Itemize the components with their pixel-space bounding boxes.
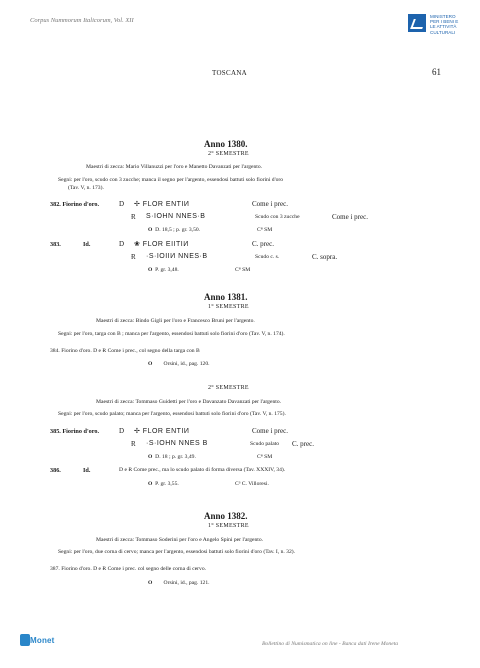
collection-mark: C⁸ SM bbox=[257, 227, 273, 233]
reverse-note: Scudo palato bbox=[250, 441, 280, 447]
coin-weight: O D. 18,5 ; p. gr. 3,50. bbox=[148, 227, 201, 233]
signs-text: Segni: per l'oro, scudo con 3 zucche; manca il segno per l'argento, essendosi battuti solo fiorini d'oro bbox=[58, 177, 284, 183]
collection-mark: C⁸ SM bbox=[257, 454, 273, 460]
obverse-mark: D bbox=[119, 427, 125, 435]
coin-reference: O Orsini, id., pag. 121. bbox=[148, 580, 210, 586]
coin-387-entry: 387. Fiorino d'oro. D e Ɍ Come i prec. col segno delle corna di cervo. bbox=[50, 566, 207, 572]
signs-text: Segni: per l'oro, due corna di cervo; manca per l'argento, essendosi battuti solo fiorini d'oro (Tav. I, n. 32). bbox=[58, 549, 296, 555]
coin-383-number: 383. bbox=[50, 241, 61, 248]
reverse-note: Scudo c. s. bbox=[255, 254, 280, 260]
coin-385-number: 385. Fiorino d'oro. bbox=[50, 428, 100, 435]
ministry-logo-text: MINISTERO PER I BENI E LE ATTIVITÀ CULTURALI bbox=[430, 14, 459, 35]
semester-label: 1° SEMESTRE bbox=[208, 523, 249, 529]
reverse-note: Scudo con 3 zucche bbox=[255, 214, 300, 220]
obverse-mark: D bbox=[119, 200, 125, 208]
obverse-note: Come i prec. bbox=[252, 200, 288, 208]
reverse-mark: Ɍ bbox=[131, 213, 136, 221]
reverse-mark: Ɍ bbox=[131, 440, 136, 448]
coin-382-number: 382. Fiorino d'oro. bbox=[50, 201, 100, 208]
reverse-legend: ·S·IOHN NNES B bbox=[146, 440, 208, 447]
mint-masters: Maestri di zecca: Bindo Gigli per l'oro e Francesco Bruni per l'argento. bbox=[96, 318, 255, 324]
footer-credit: Bollettino di Numismatica on line - Banca dati Irene Moneta bbox=[262, 641, 399, 647]
obverse-legend: ✢ FLOR ENTIИ bbox=[134, 201, 190, 208]
coin-weight: O P. gr. 3,48. bbox=[148, 267, 179, 273]
journal-title: Corpus Nummorum Italicorum, Vol. XII bbox=[30, 17, 134, 24]
obverse-mark: D bbox=[119, 240, 125, 248]
coin-weight: O P. gr. 3,55. bbox=[148, 481, 179, 487]
reverse-note-2: C. prec. bbox=[292, 440, 314, 448]
obverse-legend: ✢ FLOR ENTIИ bbox=[134, 428, 190, 435]
section-title: TOSCANA bbox=[212, 69, 248, 77]
year-1381-heading: Anno 1381. bbox=[204, 292, 248, 302]
monet-logo-icon bbox=[20, 634, 30, 646]
collection-mark: C⁸ SM bbox=[235, 267, 251, 273]
signs-text-cont: (Tav. V, n. 173). bbox=[68, 185, 104, 191]
semester-label: 2° SEMESTRE bbox=[208, 151, 249, 157]
idem-mark: Id. bbox=[83, 467, 91, 474]
reverse-note-2: C. sopra. bbox=[312, 253, 338, 261]
year-1380-heading: Anno 1380. bbox=[204, 139, 248, 149]
reverse-legend: S·IOHN NNES·B bbox=[146, 213, 206, 220]
obverse-legend: ❀ FLOR EIITIИ bbox=[134, 241, 189, 248]
reverse-legend: ·S·IOIIИ NNES·B bbox=[146, 253, 208, 260]
monet-logo bbox=[20, 634, 60, 652]
page-number: 61 bbox=[432, 67, 441, 77]
obverse-note: C. prec. bbox=[252, 240, 274, 248]
ministry-logo bbox=[408, 14, 472, 44]
reverse-mark: Ɍ bbox=[131, 253, 136, 261]
ministry-logo-icon bbox=[408, 14, 426, 32]
semester-label: 1° SEMESTRE bbox=[208, 304, 249, 310]
reverse-note-2: Come i prec. bbox=[332, 213, 368, 221]
coin-386-description: D e Ɍ Come prec., ma lo scudo palato di forma diversa (Tav. XXXIV, 34). bbox=[119, 467, 286, 473]
signs-text: Segni: per l'oro, scudo palato; manca per l'argento, essendosi battuti solo fiorini d'oro (Tav. V, n. 175). bbox=[58, 411, 286, 417]
semester-label: 2° SEMESTRE bbox=[208, 385, 249, 391]
coin-reference: O Orsini, id., pag. 120. bbox=[148, 361, 210, 367]
signs-text: Segni: per l'oro, targa con B ; manca per l'argento, essendosi battuti solo fiorini d'oro (Tav. V, n. 174). bbox=[58, 331, 285, 337]
collection-mark: C³ C. Villoresi. bbox=[235, 481, 269, 487]
mint-masters: Maestri di zecca: Tommaso Soderini per l'oro e Angelo Spini per l'argento. bbox=[96, 537, 264, 543]
monet-logo-text: Monet bbox=[30, 636, 55, 645]
coin-384-entry: 384. Fiorino d'oro. D e Ɍ Come i prec., col segno della targa con B bbox=[50, 348, 200, 354]
coin-weight: O D. 18 ; p. gr. 3,49. bbox=[148, 454, 196, 460]
year-1382-heading: Anno 1382. bbox=[204, 511, 248, 521]
idem-mark: Id. bbox=[83, 241, 91, 248]
obverse-note: Come i prec. bbox=[252, 427, 288, 435]
mint-masters: Maestri di zecca: Tommaso Guidetti per l'oro e Davanzato Davanzati per l'argento. bbox=[96, 399, 282, 405]
coin-386-number: 386. bbox=[50, 467, 61, 474]
mint-masters: Maestri di zecca: Mario Villanuzzi per l'oro e Manetto Davanzati per l'argento. bbox=[86, 164, 263, 170]
